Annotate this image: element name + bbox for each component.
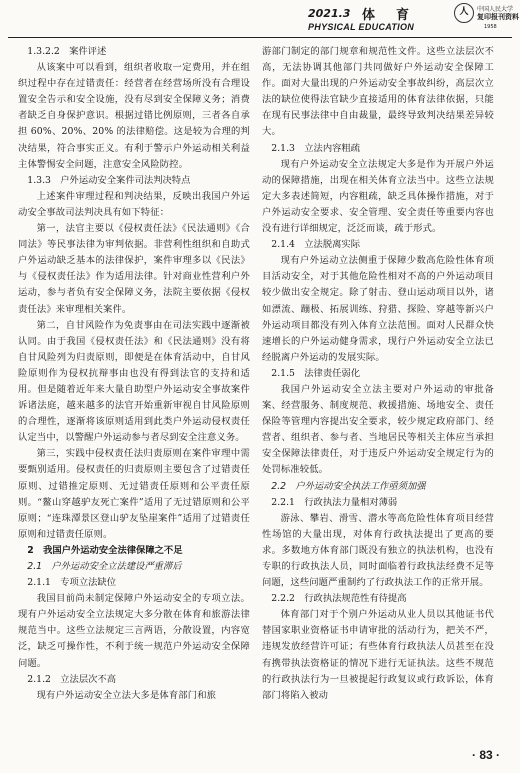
logo-line-3: 1958 <box>484 24 497 30</box>
logo-line-1: 中国人民大学 <box>477 6 514 13</box>
heading-2: 2 我国户外运动安全法律保障之不足 <box>27 544 183 556</box>
heading-2-1-1: 2.1.1 专项立法缺位 <box>27 577 117 589</box>
paragraph: 体育部门对于个别户外运动从业人员以其他证书代替国家职业资格证书申请审批的活动行为，把关不严，违规发放经营许可证；有些体育行政执法人员甚至在没有携带执法资格证的情况下进行无证执法。这些不规范的行政执法行为一旦被提起行政复议或行政诉讼，体育部门将陷入被动 <box>262 609 494 701</box>
paragraph: 第二，自甘风险作为免责事由在司法实践中逐渐被认同。由于我国《侵权责任法》和《民法通则》没有将自甘风险列为归责原则，即便是在体育活动中，自甘风险原则作为侵权抗辩事由也没有得到法官的支持和适用。但是随着近年来大量自助型户外运动安全事故案件诉诸法庭，越来越多的法官开始重新审视自甘风险原则的合理性，逐渐将该原则适用到此类户外运动侵权责任认定当中，以警醒户外运动参与者尽到安全注意义务。 <box>18 319 250 444</box>
left-column <box>18 44 250 704</box>
paragraph: 第一，法官主要以《侵权责任法》《民法通则》《合同法》等民事法律为审判依据。非营利性组织和自助式户外运动缺乏基本的法律保护，案件审理多以《民法》与《侵权责任法》作为适用法律。针对商业性营利户外运动，参与者负有安全保障义务，法院主要依据《侵权责任法》来审理相关案件。 <box>18 223 250 315</box>
paragraph: 我国户外运动安全立法主要对户外运动的审批备案、经营服务、制度规范、救援措施、场地安全、责任保险等管理内容提出安全要求，较少规定政府部门、经营者、组织者、参与者、当地居民等相关主体应当承担安全保障法律责任，对于违反户外运动安全规定行为的处罚标准较低。 <box>262 383 494 476</box>
paragraph: 游泳、攀岩、滑雪、潜水等高危险性体育项目经营性场馆的大量出现，对体育行政执法提出了更高的要求。多数地方体育部门既没有独立的执法机构，也没有专职的行政执法人员，同时面临着行政执法经费不足等问题，这些问题严重制约了行政执法工作的正常开展。 <box>262 512 494 589</box>
heading-2-1-2: 2.1.2 立法层次不高 <box>27 673 117 685</box>
paragraph: 第三，实践中侵权责任法归责原则在案件审理中需要甄别适用。侵权责任的归责原则主要包含了过错责任原则、过错推定原则、无过错责任原则和公平责任原则。“鳌山穿越驴友死亡案件”适用了无过错原则和公平原则；“连珠潭景区登山驴友坠崖案件”适用了过错责任原则和过错责任原则。 <box>18 448 250 540</box>
issue-number: 2021.3 <box>308 7 351 20</box>
header-rule <box>8 37 512 38</box>
heading-2-2-2: 2.2.2 行政执法规范性有待提高 <box>271 593 407 605</box>
heading-2-2-1: 2.2.1 行政执法力量相对薄弱 <box>271 496 398 508</box>
heading-1-3-2-2: 1.3.2.2 案件评述 <box>27 46 107 57</box>
paragraph: 上述案件审理过程和判决结果，反映出我国户外运动安全事故司法判决具有如下特征： <box>18 190 250 218</box>
paragraph: 我国目前尚未制定保障户外运动安全的专项立法。现有户外运动安全立法规定大多分散在体育和旅游法律规范当中。这些立法规定三言两语，分散设置，内容宽泛，缺乏可操作性，不利于统一规范户外运动安全保障问题。 <box>18 593 250 669</box>
paragraph: 现有户外运动立法侧重于保障少数高危险性体育项目活动安全，对于其他危险性相对不高的户外运动项目较少做出安全规定。除了射击、登山运动项目以外，诸如漂流、蹦极、拓展训练、狩猎、探险、穿越等新兴户外运动项目都没有列入体育立法范围。面对人民群众快速增长的户外运动健身需求，现行户外运动安全立法已经脱离户外运动的发展实际。 <box>262 255 494 363</box>
page-number: · 83 · <box>472 748 501 762</box>
heading-2-1-4: 2.1.4 立法脱离实际 <box>271 239 361 251</box>
page-header <box>0 0 520 40</box>
paragraph: 现有户外运动安全立法大多是体育部门和旅 <box>36 689 217 701</box>
paragraph: 现有户外运动安全立法规定大多是作为开展户外运动的保障措施，出现在相关体育立法当中。这些立法规定大多表述简短，内容粗疏，缺乏具体操作措施，对于户外运动安全要求、安全管理、安全责任等重要内容也没有进行详细规定，泛泛而谈，疏于形式。 <box>262 158 494 235</box>
journal-title-en: PHYSICAL EDUCATION <box>308 22 415 32</box>
heading-2-2: 2.2 户外运动安全执法工作亟须加强 <box>271 480 426 492</box>
heading-2-1-3: 2.1.3 立法内容粗疏 <box>271 142 361 154</box>
right-column <box>262 44 494 704</box>
logo-line-2: 复印报刊资料 <box>477 12 519 21</box>
publisher-logo <box>454 1 519 35</box>
journal-title-cn: 体 育 <box>362 8 414 23</box>
paragraph: 从该案中可以看到，组织者收取一定费用，并在组织过程中存在过错责任：经营者在经营场所没有合理设置安全告示和安全设施，没有尽到安全保障义务；消费者缺乏自身保护意识。根据过错比例原则，三者各自承担 60%、20%、20% 的法律赔偿。这是较为合理的判决结果，符合事实正义。有利于警示户外运动相关利益主体警惕安全问题，注意安全风险防控。 <box>18 62 250 170</box>
heading-2-1-5: 2.1.5 法律责任弱化 <box>271 367 361 379</box>
paragraph: 游部门制定的部门规章和规范性文件。这些立法层次不高，无法协调其他部门共同做好户外运动安全保障工作。面对大量出现的户外运动安全事故纠纷，高层次立法的缺位使得法官缺少直接适用的体育法律依据，只能在现有民事法律中自由裁量，最终导致判决结果差异较大。 <box>262 46 494 138</box>
logo-seal-icon: 人 <box>454 3 474 23</box>
heading-1-3-3: 1.3.3 户外运动安全案件司法判决特点 <box>27 174 191 186</box>
heading-2-1: 2.1 户外运动安全立法建设严重滞后 <box>27 561 182 572</box>
